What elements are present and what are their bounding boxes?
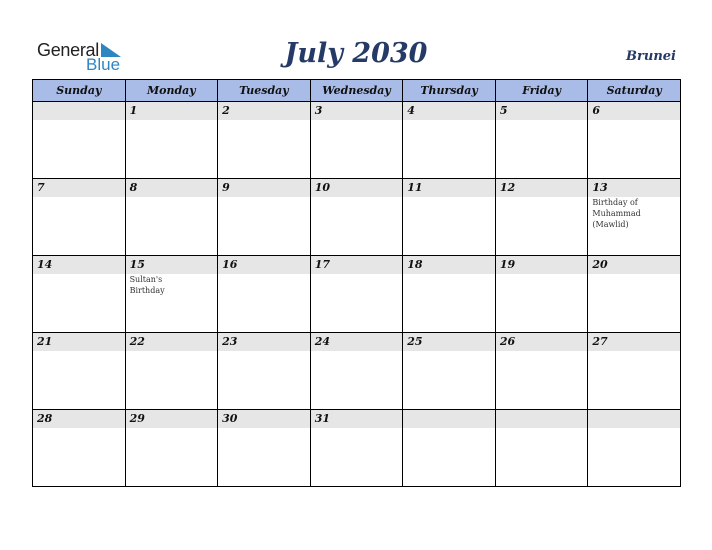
day-number-bar xyxy=(496,179,588,197)
week-row xyxy=(33,256,681,333)
day-number: 27 xyxy=(592,335,608,348)
holiday-label: Sultan's Birthday xyxy=(129,275,165,295)
day-cell xyxy=(588,256,681,333)
day-number-bar xyxy=(218,179,310,197)
day-cell xyxy=(33,333,126,410)
calendar-title: July 2030 xyxy=(284,38,428,69)
day-number-bar xyxy=(311,102,403,120)
day-cell xyxy=(33,410,126,487)
day-number: 18 xyxy=(407,258,423,271)
day-number-bar xyxy=(218,256,310,274)
day-number: 13 xyxy=(592,181,608,194)
day-number: 30 xyxy=(222,412,238,425)
day-number-bar xyxy=(403,410,495,428)
day-number-bar xyxy=(126,179,218,197)
day-cell xyxy=(403,256,496,333)
day-number: 4 xyxy=(407,104,415,117)
weekday-header-row xyxy=(33,80,681,102)
day-number-bar xyxy=(33,333,125,351)
day-number-bar xyxy=(218,102,310,120)
weekday-header: Friday xyxy=(495,80,588,102)
day-cell xyxy=(403,410,496,487)
day-number: 15 xyxy=(129,258,145,271)
logo-text-blue: Blue xyxy=(86,55,121,74)
day-cell xyxy=(33,179,126,256)
weekday-header: Tuesday xyxy=(218,80,311,102)
day-cell xyxy=(218,256,311,333)
day-cell xyxy=(588,179,681,256)
day-number: 21 xyxy=(37,335,53,348)
day-cell xyxy=(588,410,681,487)
day-number: 7 xyxy=(37,181,45,194)
day-cell xyxy=(125,179,218,256)
day-number-bar xyxy=(311,256,403,274)
day-number-bar xyxy=(126,256,218,274)
day-number-bar xyxy=(126,410,218,428)
day-number: 31 xyxy=(314,412,330,425)
day-number: 10 xyxy=(314,181,330,194)
day-cell xyxy=(310,333,403,410)
day-cell xyxy=(495,102,588,179)
day-number-bar xyxy=(403,179,495,197)
day-cell xyxy=(33,102,126,179)
day-number: 17 xyxy=(314,258,330,271)
day-number-bar xyxy=(496,102,588,120)
day-number: 28 xyxy=(37,412,53,425)
logo-text-general: General xyxy=(37,40,99,60)
day-cell xyxy=(125,333,218,410)
day-number: 5 xyxy=(499,104,508,117)
day-cell xyxy=(310,102,403,179)
day-cell xyxy=(125,410,218,487)
day-number-bar xyxy=(218,410,310,428)
day-number: 9 xyxy=(222,181,230,194)
weekday-header: Thursday xyxy=(403,80,496,102)
day-cell xyxy=(218,179,311,256)
day-number-bar xyxy=(588,102,680,120)
day-number: 29 xyxy=(129,412,145,425)
day-number: 8 xyxy=(129,181,138,194)
day-cell xyxy=(125,102,218,179)
calendar-grid xyxy=(32,79,681,487)
day-number: 26 xyxy=(499,335,516,348)
day-number-bar xyxy=(403,102,495,120)
day-cell xyxy=(588,102,681,179)
holiday-label: Birthday of Muhammad (Mawlid) xyxy=(592,198,641,229)
weekday-header: Saturday xyxy=(588,80,681,102)
day-number-bar xyxy=(33,102,125,120)
week-row xyxy=(33,410,681,487)
day-number-bar xyxy=(496,410,588,428)
week-row xyxy=(33,102,681,179)
day-cell xyxy=(495,256,588,333)
day-number-bar xyxy=(588,179,680,197)
day-number-bar xyxy=(496,333,588,351)
day-number: 25 xyxy=(407,335,423,348)
day-number: 20 xyxy=(592,258,608,271)
day-cell xyxy=(495,179,588,256)
day-number-bar xyxy=(126,102,218,120)
day-cell xyxy=(403,179,496,256)
day-number: 1 xyxy=(129,104,138,117)
day-cell xyxy=(588,333,681,410)
day-cell xyxy=(218,102,311,179)
day-number: 16 xyxy=(222,258,238,271)
day-number-bar xyxy=(126,333,218,351)
day-number-bar xyxy=(588,410,680,428)
day-number-bar xyxy=(403,256,495,274)
day-number: 14 xyxy=(37,258,53,271)
day-cell xyxy=(495,410,588,487)
day-cell xyxy=(403,333,496,410)
day-number-bar xyxy=(311,333,403,351)
day-number: 22 xyxy=(129,335,145,348)
day-number-bar xyxy=(218,333,310,351)
country-label: Brunei xyxy=(626,49,676,64)
day-number: 3 xyxy=(314,104,323,117)
day-cell xyxy=(218,333,311,410)
day-cell xyxy=(33,256,126,333)
weekday-header: Wednesday xyxy=(310,80,403,102)
day-number: 6 xyxy=(592,104,601,117)
day-cell xyxy=(310,410,403,487)
day-number-bar xyxy=(33,256,125,274)
day-number: 24 xyxy=(314,335,330,348)
weekday-header: Monday xyxy=(125,80,218,102)
day-number: 2 xyxy=(222,104,230,117)
day-cell xyxy=(310,179,403,256)
day-cell xyxy=(218,410,311,487)
day-number-bar xyxy=(496,256,588,274)
week-row xyxy=(33,333,681,410)
day-number-bar xyxy=(588,256,680,274)
day-number-bar xyxy=(311,179,403,197)
day-cell xyxy=(125,256,218,333)
day-number: 11 xyxy=(407,181,423,194)
day-cell xyxy=(495,333,588,410)
day-number-bar xyxy=(403,333,495,351)
day-number: 12 xyxy=(499,181,516,194)
day-number-bar xyxy=(588,333,680,351)
week-row xyxy=(33,179,681,256)
day-number-bar xyxy=(33,179,125,197)
day-number: 23 xyxy=(222,335,238,348)
day-number: 19 xyxy=(499,258,516,271)
day-number-bar xyxy=(311,410,403,428)
day-cell xyxy=(403,102,496,179)
day-number-bar xyxy=(33,410,125,428)
weekday-header: Sunday xyxy=(33,80,126,102)
day-cell xyxy=(310,256,403,333)
